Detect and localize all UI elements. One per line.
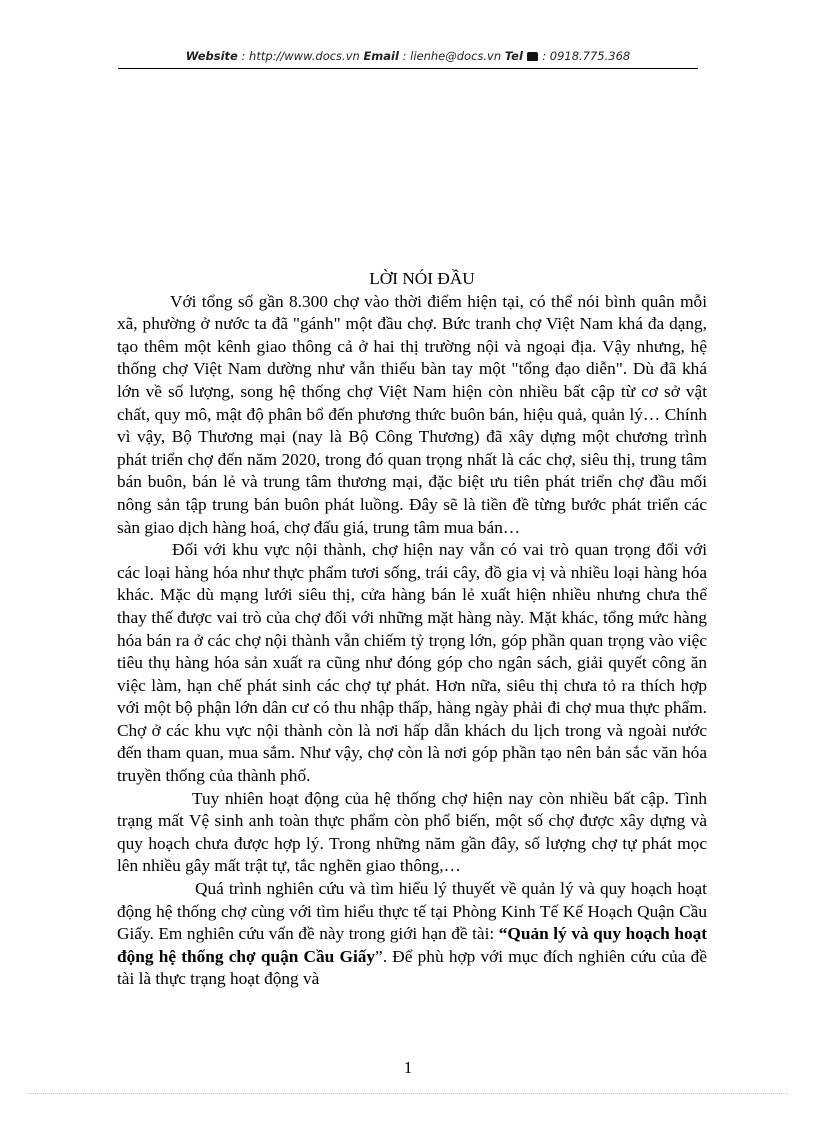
page-number: 1 [403, 1058, 413, 1077]
thesis-title: Quản lý và quy hoạch hoạt động hệ thống chợ quận Cầu Giấy [117, 924, 707, 966]
document-body [117, 268, 707, 991]
paragraph-2: Đối với khu vực nội thành, chợ hiện nay vẫn có vai trò quan trọng đối với các loại hàng hóa như thực phẩm tươi sống, trái cây, đồ gia vị và nhiều loại hàng hóa khác. Mặc dù mạng lưới siêu thị, cửa hàng bán lẻ xuất hiện nhiều nhưng chưa thể thay thế được vai trò của chợ đối với những mặt hàng này. Mặt khác, tổng mức hàng hóa bán ra ở các chợ nội thành vẫn chiếm tỷ trọng lớn, góp phần quan trọng vào việc tiêu thụ hàng hóa sản xuất ra cũng như đóng góp cho ngân sách, giải quyết công ăn việc làm, hạn chế phát sinh các chợ tự phát. Hơn nữa, siêu thị chưa tỏ ra thích hợp với một bộ phận lớn dân cư có thu nhập thấp, hàng ngày phải đi chợ mua thực phẩm. Chợ ở các khu vực nội thành còn là nơi hấp dẫn khách du lịch trong và ngoài nước đến tham quan, mua sắm. Như vậy, chợ còn là nơi góp phần tạo nên bản sắc văn hóa truyền thống của thành phố. [117, 540, 707, 786]
website-label: Website [185, 49, 238, 63]
tel-value: : 0918.775.368 [538, 49, 631, 63]
paragraph-4-start: Quá trình nghiên cứu và tìm hiểu lý thuyết về quản lý và quy hoạch hoạt động hệ thống chợ cùng với tìm hiểu thực tế tại Phòng Kinh Tế Kế Hoạch Quận Cầu Giấy. Em nghiên cứu vấn đề này trong giới hạn đề tài: [117, 879, 707, 944]
email-value: : lienhe@docs.vn [398, 49, 505, 63]
phone-icon [527, 52, 538, 61]
page-header [118, 47, 698, 69]
footer-divider [28, 1093, 788, 1094]
website-value: : http://www.docs.vn [237, 49, 364, 63]
email-label: Email [363, 49, 399, 63]
tel-label: Tel [504, 49, 523, 63]
paragraph-4-end: ”. Để phù hợp với mục đích nghiên cứu của đề tài là thực trạng hoạt động và [117, 946, 707, 989]
paragraph-1: Với tổng số gần 8.300 chợ vào thời điểm hiện tại, có thể nói bình quân mỗi xã, phường ở nước ta đã "gánh" một đầu chợ. Bức tranh chợ Việt Nam khá đa dạng, tạo thêm một kênh giao thông cả ở hai thị trường nội và ngoại địa. Vậy nhưng, hệ thống chợ Việt Nam dường như vẫn thiếu bàn tay một "tổng đạo diễn". Dù đã khá lớn về số lượng, song hệ thống chợ Việt Nam hiện còn nhiều bất cập từ cơ sở vật chất, quy mô, mật độ phân bổ đến phương thức buôn bán, hiệu quả, quản lý… Chính vì vậy, Bộ Thương mại (nay là Bộ Công Thương) đã xây dựng một chương trình phát triển chợ đến năm 2020, trong đó quan trọng nhất là các chợ, siêu thị, trung tâm bán buôn, bán lẻ và trung tâm thương mại, đặc biệt ưu tiên phát triển chợ đầu mối nông sản tập trung bán buôn phát luồng. Đây sẽ là tiền đề từng bước phát triển các sàn giao dịch hàng hoá, chợ đấu giá, trung tâm mua bán… [117, 291, 707, 537]
paragraph-4 [117, 878, 707, 991]
paragraph-3: Tuy nhiên hoạt động của hệ thống chợ hiện nay còn nhiều bất cập. Tình trạng mất Vệ sinh anh toàn thực phẩm còn phổ biến, một số chợ được xây dựng và quy hoạch chưa được hợp lý. Trong những năm gần đây, số lượng chợ tự phát mọc lên nhiều gây mất trật tự, tắc nghẽn giao thông,… [117, 788, 707, 876]
document-title: LỜI NÓI ĐẦU [369, 269, 475, 288]
paragraph-4-quote-open: “ [498, 924, 508, 944]
